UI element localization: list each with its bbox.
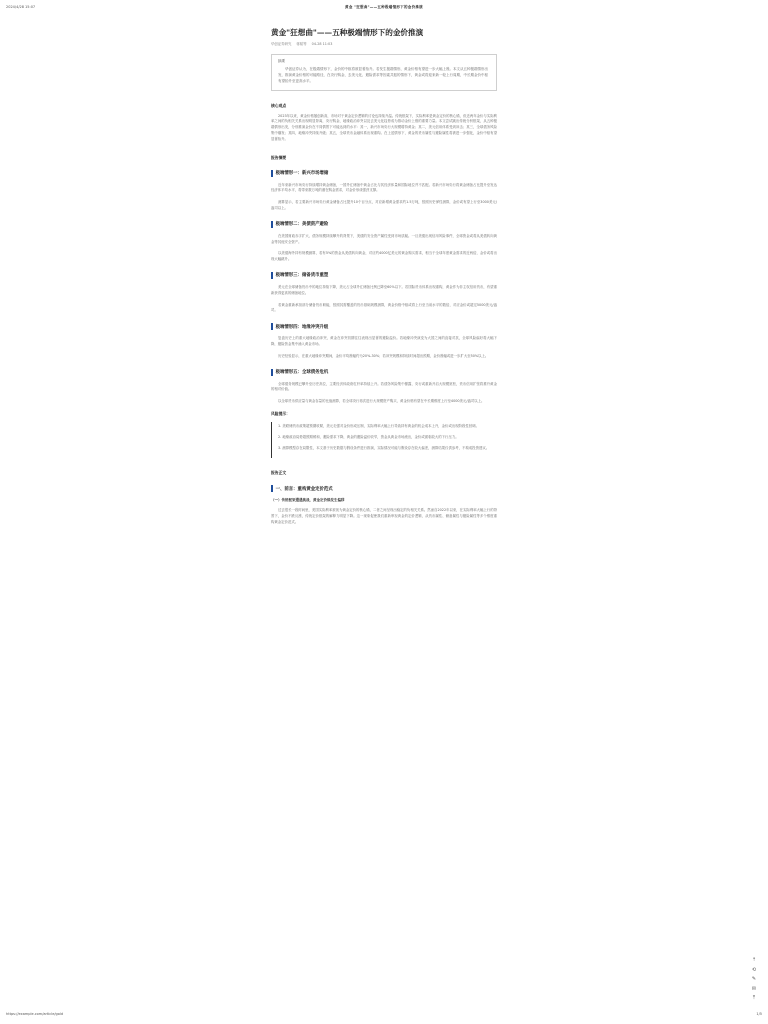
section-para: 历史经验显示，在重大地缘冲突期间，金价平均涨幅约为20%-30%；若冲突规模和持续时间超出预期，金价涨幅或进一步扩大至50%以上。 xyxy=(278,353,489,358)
risk-item: 1. 美联储货币政策超预期收紧，美元走强对金价形成压制，实际利率大幅上行导致持有黄金的机会成本上升，金价或出现阶段性回调。 xyxy=(278,423,479,428)
core-text: 2023年以来，黄金价格屡创新高，市场对于黄金定价逻辑的讨论也持续升温。传统框架下，实际利率是黄金定价的核心锚，但近两年金价与实际利率之间的负相关关系出现明显背离，央行购金、地缘政治冲突以及去美元化趋势成为推动金价上涨的重要力量。本文尝试跳出传统分析框架，从五种极端情形出发，分别推演金价在不同情景下可能达到的水平：其一，新兴市场央行大规模增持黄金；其二，美元信用体系受到冲击；其三，全球债务风险集中爆发；其四，地缘冲突持续升级；其五，全球货币金融体系出现重构。在上述情形下，黄金的货币属性与避险属性将被进一步强化，金价中枢有望显著抬升。 xyxy=(271,113,497,141)
section-para: 复盘历史上的重大地缘政治冲突，黄金在冲突初期往往表现出显著的避险溢价。若地缘冲突演变为大国之间的直接对抗，全球风险偏好将大幅下降，避险资金集中涌入黄金市场。 xyxy=(271,336,497,346)
heading-bar xyxy=(271,323,273,330)
section-title: 极端情形一：新兴市场增储 xyxy=(275,171,329,177)
risk-item: 3. 测算模型存在局限性，本文基于历史数据与假设条件进行推演，实际情况可能与假设存在较大偏差，测算结果仅供参考，不构成投资建议。 xyxy=(278,445,490,450)
meta-source[interactable]: 华创证券研究 xyxy=(271,42,292,46)
print-page-number: 1/5 xyxy=(756,1012,762,1016)
main-subheading: （一）传统框架遭遇挑战，黄金定价锚发生偏移 xyxy=(271,498,345,503)
section-title: 极端情形四：地缘冲突升级 xyxy=(275,324,329,330)
section-4 xyxy=(271,323,497,359)
print-footer xyxy=(6,1012,762,1020)
share-icon[interactable]: ⟲ xyxy=(751,966,757,973)
section-2 xyxy=(271,221,497,263)
section-title: 极端情形三：储备货币重塑 xyxy=(275,273,329,279)
section-heading xyxy=(271,323,497,330)
heading-bar xyxy=(271,170,273,177)
heading-bar xyxy=(271,221,273,228)
section-title: 极端情形五：全球债务危机 xyxy=(275,370,329,376)
abstract-box xyxy=(271,54,497,91)
main-text: 过去很长一段时间里，美国实际利率被视为黄金定价的核心锚，二者之间呈现出稳定的负相关关系。然而自2022年以来，在实际利率大幅上行的背景下，金价不跌反涨，传统定价框架的解释力明显下降。这一现象促使我们重新审视黄金的定价逻辑，从货币属性、储备属性与避险属性等多个维度重构黄金定价范式。 xyxy=(271,508,497,524)
up-icon[interactable]: ⇡ xyxy=(751,957,757,963)
risk-quote xyxy=(271,422,497,458)
section-title: 极端情形二：美债资产避险 xyxy=(275,222,329,228)
section-para: 以全球货币供应量与黄金存量的比值测算，若全球央行再次进行大规模资产购买，黄金价格有望在中长期维度上行至4000美元/盎司以上。 xyxy=(278,399,485,404)
section-para: 近年来新兴市场央行持续增持黄金储备，一国外汇储备中黄金占比与其经济体量和国际地位并不匹配。若新兴市场央行将黄金储备占比提升至发达经济体平均水平，将带来数万吨的潜在购金需求，对金价形成强劲支撑。 xyxy=(271,182,497,193)
article-meta xyxy=(271,41,497,46)
section-3 xyxy=(271,272,497,314)
section-heading xyxy=(271,221,497,228)
heading-bar xyxy=(271,485,273,492)
section-para: 美元在全球储备货币中的地位持续下降，美元占全球外汇储备比例已降至60%以下。若国际货币体系出现重构，黄金作为非主权信用货币，有望重新获得更高的储备地位。 xyxy=(271,284,497,295)
heading-bar xyxy=(271,272,273,279)
section-heading xyxy=(271,272,497,279)
meta-time: 04-28 11:03 xyxy=(311,42,333,46)
section-heading xyxy=(271,369,497,376)
heading-bar xyxy=(271,369,273,376)
abstract-text: 华创证券认为，在极端情形下，金价的中枢将被显著抬升。若发生极端情形，黄金价格有望进一步大幅上涨。本文从五种极端情形出发，推演黄金价格的可能路径，在央行购金、去美元化、避险需求等因素共振的情形下，黄金或将迎来新一轮上行周期，中长期金价中枢有望抬升至更高水平。 xyxy=(278,67,488,84)
print-date: 2024/4/28 15:07 xyxy=(6,5,36,9)
section-para: 在美国财政赤字扩大、债务规模持续攀升的背景下，美债的安全资产属性受到市场质疑。一旦美债出现信用风险事件，全球资金或将从美债转向黄金等其他安全资产。 xyxy=(271,233,497,244)
print-title: 黄金 "狂想曲"——五种极端情形下的金价推演 xyxy=(345,5,423,9)
top-icon[interactable]: ⤒ xyxy=(752,995,756,1001)
article-title: 黄金"狂想曲"——五种极端情形下的金价推演 xyxy=(271,28,424,37)
section-heading xyxy=(271,170,497,177)
section-para: 若黄金重新承担部分储备货币职能，按照其需覆盖的货币基础规模测算，黄金价格中枢或将上行至当前水平的数倍，对应金价或超过5000美元/盎司。 xyxy=(271,302,497,313)
abstract-label: 摘要 xyxy=(278,59,286,63)
print-header xyxy=(6,5,762,13)
side-toolbar xyxy=(750,956,758,1004)
summary-heading: 报告摘要 xyxy=(271,154,287,160)
section-para: 以美债海外持有规模测算，若有5%的资金从美债转向黄金，对应约4000亿美元的黄金购买需求，相当于全球年度黄金需求的近两倍，金价或将出现大幅跳升。 xyxy=(271,251,497,262)
section-para: 测算显示，若主要新兴市场央行黄金储备占比提升10个百分点，对应新增黄金需求约1.5万吨，按照历史弹性测算，金价或有望上行至3000美元/盎司以上。 xyxy=(271,200,497,210)
article xyxy=(271,28,497,532)
section-1 xyxy=(271,170,497,212)
meta-author: 蒋韬等 xyxy=(296,42,307,46)
main-section-title: 一、前言：重构黄金定价范式 xyxy=(275,486,333,492)
main-heading: 报告正文 xyxy=(271,470,287,476)
risk-heading: 风险提示： xyxy=(271,410,290,416)
risk-item: 2. 地缘政治局势超预期缓和，避险需求下降，黄金的避险溢价收窄，资金从黄金市场流出，金价或面临较大的下行压力。 xyxy=(278,434,459,439)
main-section-heading xyxy=(271,485,497,492)
comment-icon[interactable]: ✉ xyxy=(751,985,757,992)
core-heading: 核心观点 xyxy=(271,102,287,108)
section-5 xyxy=(271,369,497,405)
print-url[interactable]: https://example.com/article/gold xyxy=(6,1012,64,1016)
section-para: 全球债务规模已攀升至历史高位，主要经济体政府杠杆率持续上升。若债务风险集中暴露，央行或重新开启大规模宽松，货币信用扩张将推升黄金的相对价值。 xyxy=(271,381,497,392)
edit-icon[interactable]: ✎ xyxy=(751,976,757,982)
